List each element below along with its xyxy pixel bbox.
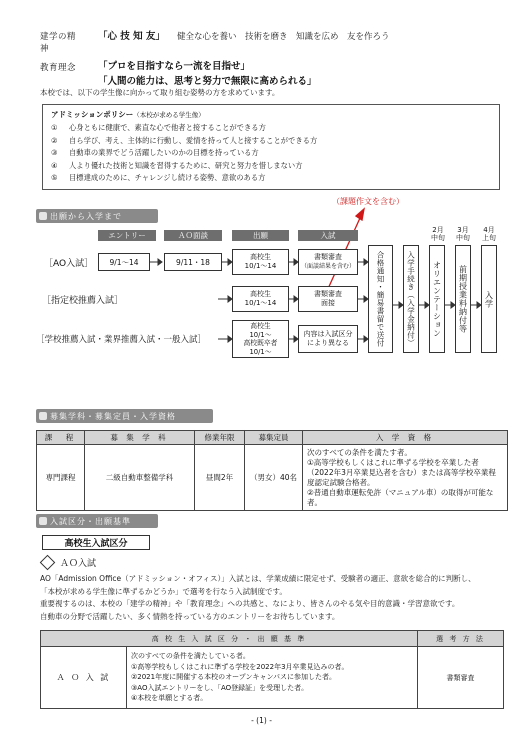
month-apr-label: 4月 (483, 226, 495, 234)
col-capacity: 募集定員 (245, 431, 303, 445)
month-apr-sub: 上旬 (482, 234, 496, 242)
general-apply-line3: 高校既卒者 (243, 339, 278, 347)
courses-table (36, 430, 508, 511)
col-requirements: 入 学 資 格 (303, 431, 508, 445)
policy-item-num: ③ (51, 148, 58, 158)
red-note: （課題作文を含む） (332, 197, 404, 206)
cell-course: 専門課程 (37, 445, 85, 511)
ao-apply-line2: 10/1〜14 (244, 262, 277, 270)
criteria-table-header (41, 631, 504, 647)
policy-subtitle: （本校が求める学生像） (133, 111, 205, 119)
designated-apply-line2: 10/1〜14 (244, 299, 277, 307)
general-exam-line1: 内容は入試区分 (303, 330, 353, 338)
policy-item-text: 目標達成のために、チャレンジし続ける姿勢、意欲のある方 (69, 173, 266, 183)
ao-paragraph-2: 「本校が求める学生像に準ずるかどうか」で選考を行なう入試制度です。 (40, 586, 287, 596)
month-mar-sub: 中旬 (456, 234, 470, 242)
cell-requirements (303, 445, 508, 511)
diamond-icon (40, 555, 56, 571)
req-item-1: ①高等学校もしくはこれに準ずる学校を卒業した者（2022年3月卒業見込者を含む）または高等学校卒業程度認定試験合格者。 (307, 457, 496, 487)
ao-paragraph-4: 自動車の分野で活躍したい、多く情熱を持っている方のエントリーをお待ちしています。 (40, 611, 340, 621)
cell-capacity: （男女）40名 (245, 445, 303, 511)
philosophy-line-1: 「プロを目指すなら一流を目指せ」 (98, 61, 251, 72)
crit-item-3: ③AO入試エントリーをし、「AO登録証」を受理した者。 (131, 683, 309, 692)
month-apr (481, 226, 497, 242)
section-exam-title: 入試区分・出願基準 (50, 516, 131, 526)
founding-spirit-sub: 健全な心を養い 技術を磨き 知識を広め 友を作ろう (176, 32, 390, 42)
policy-item-num: ② (51, 135, 58, 145)
crit-item-2: ②2021年度に開催する本校のオープンキャンパスに参加した者。 (131, 673, 336, 682)
founding-spirit-main: 「心 技 知 友」 (98, 31, 165, 42)
designated-apply-line1: 高校生 (250, 290, 271, 298)
philosophy-line-2: 「人間の能力は、思考と努力で無限に高められる」 (98, 76, 317, 87)
ao-description (40, 573, 515, 623)
general-apply-line1: 高校生 (250, 322, 271, 330)
policy-item-text: 自ら学び、考え、主体的に行動し、愛情を持って人と接することができる方 (69, 135, 318, 145)
criteria-row-label: Ａ Ｏ 入 試 (41, 647, 127, 709)
ao-exam-line2: （面談結果を含む） (300, 263, 355, 270)
step-tuition: 前期授業料納付等 (455, 245, 471, 353)
section-header-exam (36, 514, 158, 528)
policy-item-num: ① (51, 123, 58, 132)
cell-years: 昼間2年 (195, 445, 245, 511)
section-flow-title: 出願から入学まで (50, 211, 122, 221)
policy-item-text: 心身ともに健康で、素直な心で他者と接することができる方 (69, 123, 266, 132)
general-apply-line2: 10/1〜 (249, 330, 272, 339)
ao-entry-box: 9/1〜14 (98, 253, 150, 271)
founding-spirit-label: 建学の精神 (40, 32, 77, 54)
designated-exam-line1: 書類審査 (314, 290, 342, 298)
ao-exam-line1: 書類審査 (314, 253, 342, 261)
intro-text: 本校では、以下の学生像に向かって取り組む姿勢の方を求めています。 (40, 88, 280, 97)
step-result-notice: 合格通知・簡易書留で送付 (368, 245, 393, 353)
policy-item-text: 自動車の業界でどう活躍したいのかの目標を持っている方 (69, 148, 259, 158)
education-philosophy-label: 教育理念 (40, 63, 77, 73)
ao-apply-box (232, 249, 289, 275)
month-feb-label: 2月 (432, 226, 444, 234)
designated-apply-box (232, 286, 289, 312)
header-application: 出願 (232, 230, 289, 241)
general-apply-line4: 10/1〜 (249, 347, 272, 356)
ao-heading (38, 556, 96, 569)
designated-exam-line2: 面接 (321, 299, 335, 307)
criteria-header-method: 選 考 方 法 (418, 631, 504, 647)
ao-interview-box: 9/11・18 (164, 253, 222, 271)
req-intro: 次のすべての条件を満たす者。 (307, 447, 412, 457)
month-mar (455, 226, 471, 242)
policy-title-text: アドミッションポリシー (51, 110, 134, 119)
step-enroll: 入学 (481, 245, 497, 353)
general-exam-box (298, 325, 358, 353)
step-orientation: オリエンテーション (429, 245, 445, 353)
section-header-courses (36, 409, 213, 423)
req-item-2: ②普通自動車運転免許（マニュアル車）の取得が可能な者。 (307, 487, 494, 507)
ao-heading-text: ＡＯ入試 (60, 559, 97, 569)
cell-dept: 二級自動車整備学科 (85, 445, 195, 511)
policy-item-text: 人より優れた技術と知識を習得するために、研究と努力を惜しまない方 (69, 160, 303, 170)
header-ao-interview: ＡＯ面談 (164, 230, 222, 241)
policy-item-num: ④ (51, 160, 58, 170)
row-label-ao: ［AO入試］ (44, 259, 94, 269)
general-apply-box (232, 320, 289, 358)
page-number: - (1) - (251, 716, 272, 725)
header-entry: エントリー (98, 230, 156, 241)
step-procedure: 入学手続き（入学金納付） (403, 245, 419, 353)
designated-exam-box (298, 286, 358, 312)
col-course: 課 程 (37, 431, 85, 445)
criteria-table (40, 630, 504, 709)
criteria-conditions (127, 647, 418, 709)
exam-box-title: 高校生入試区分 (42, 535, 150, 550)
row-label-designated: ［指定校推薦入試］ (42, 296, 124, 306)
ao-paragraph-3: 重要視するのは、本校の「建学の精神」や「教育理念」への共感と、なにより、皆さんのやる気や目的意識・学習意欲です。 (40, 599, 460, 608)
ao-exam-box (298, 249, 358, 275)
crit-item-4: ④本校を単願とする者。 (131, 694, 208, 703)
ao-apply-line1: 高校生 (250, 253, 271, 261)
header-exam: 入試 (298, 230, 358, 241)
col-dept: 募 集 学 科 (85, 431, 195, 445)
row-label-general: ［学校推薦入試・業界推薦入試・一般入試］ (36, 335, 207, 345)
criteria-header-main: 高 校 生 入 試 区 分 ・ 出 願 基 準 (41, 631, 418, 647)
month-feb-sub: 中旬 (431, 234, 445, 242)
crit-item-1: ①高等学校もしくはこれに準ずる学校を2022年3月卒業見込みの者。 (131, 662, 349, 671)
courses-table-header (37, 431, 508, 445)
table-row (41, 647, 504, 709)
table-row (37, 445, 508, 511)
criteria-method: 書類審査 (418, 647, 504, 709)
general-exam-line2: により異なる (307, 339, 349, 347)
col-years: 修業年限 (195, 431, 245, 445)
ao-paragraph-1: AO「Admission Office（アドミッション・オフィス）」入試とは、学業成績に限定せず、受験者の適正、意欲を総合的に判断し、 (40, 574, 476, 583)
section-courses-title: 募集学科・募集定員・入学資格 (50, 411, 176, 421)
month-feb (430, 226, 446, 242)
policy-item-num: ⑤ (51, 173, 58, 183)
crit-intro: 次のすべての条件を満たしている者。 (131, 652, 250, 661)
month-mar-label: 3月 (457, 226, 469, 234)
